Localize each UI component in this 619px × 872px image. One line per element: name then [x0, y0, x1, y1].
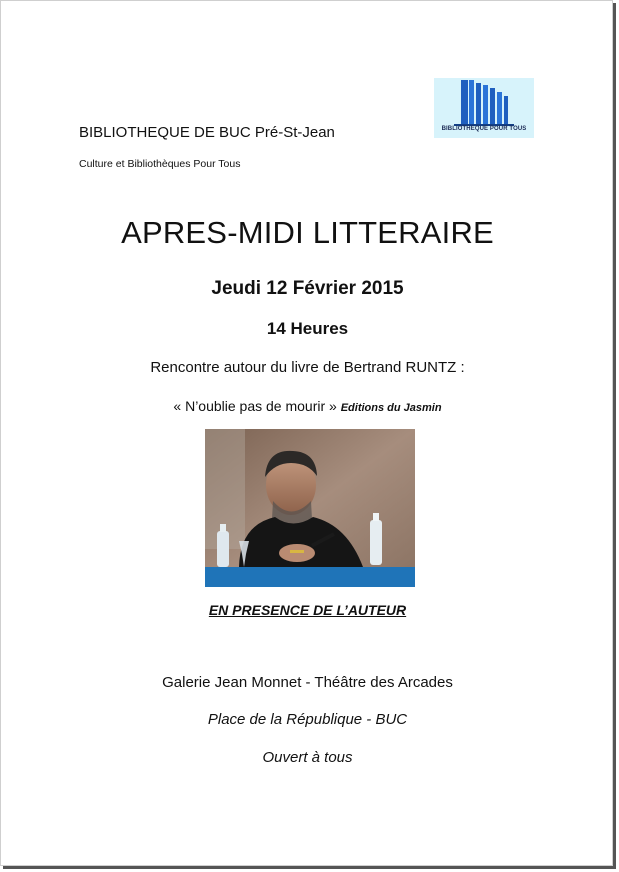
event-date: Jeudi 12 Février 2015: [211, 278, 404, 299]
event-intro: Rencontre autour du livre de Bertrand RUNTZ :: [150, 359, 465, 376]
library-building-icon: [434, 78, 534, 126]
library-tagline: Culture et Bibliothèques Pour Tous: [79, 158, 241, 170]
logo-caption: BIBLIOTHEQUE POUR TOUS: [441, 126, 527, 132]
book-line: [1, 398, 614, 414]
access-note: Ouvert à tous: [262, 749, 353, 766]
event-title: APRES-MIDI LITTERAIRE: [121, 215, 494, 250]
book-title: « N’oublie pas de mourir »: [173, 398, 337, 414]
author-portrait-image: [205, 429, 415, 587]
author-presence: EN PRESENCE DE L’AUTEUR: [208, 602, 407, 618]
library-name: BIBLIOTHEQUE DE BUC Pré-St-Jean: [79, 124, 335, 141]
publisher-name: Editions du Jasmin: [340, 402, 442, 414]
library-logo: [434, 78, 534, 138]
venue-name: Galerie Jean Monnet - Théâtre des Arcades: [162, 674, 453, 691]
author-photo: [205, 429, 415, 587]
venue-address: Place de la République - BUC: [207, 711, 408, 728]
event-time: 14 Heures: [266, 319, 349, 338]
